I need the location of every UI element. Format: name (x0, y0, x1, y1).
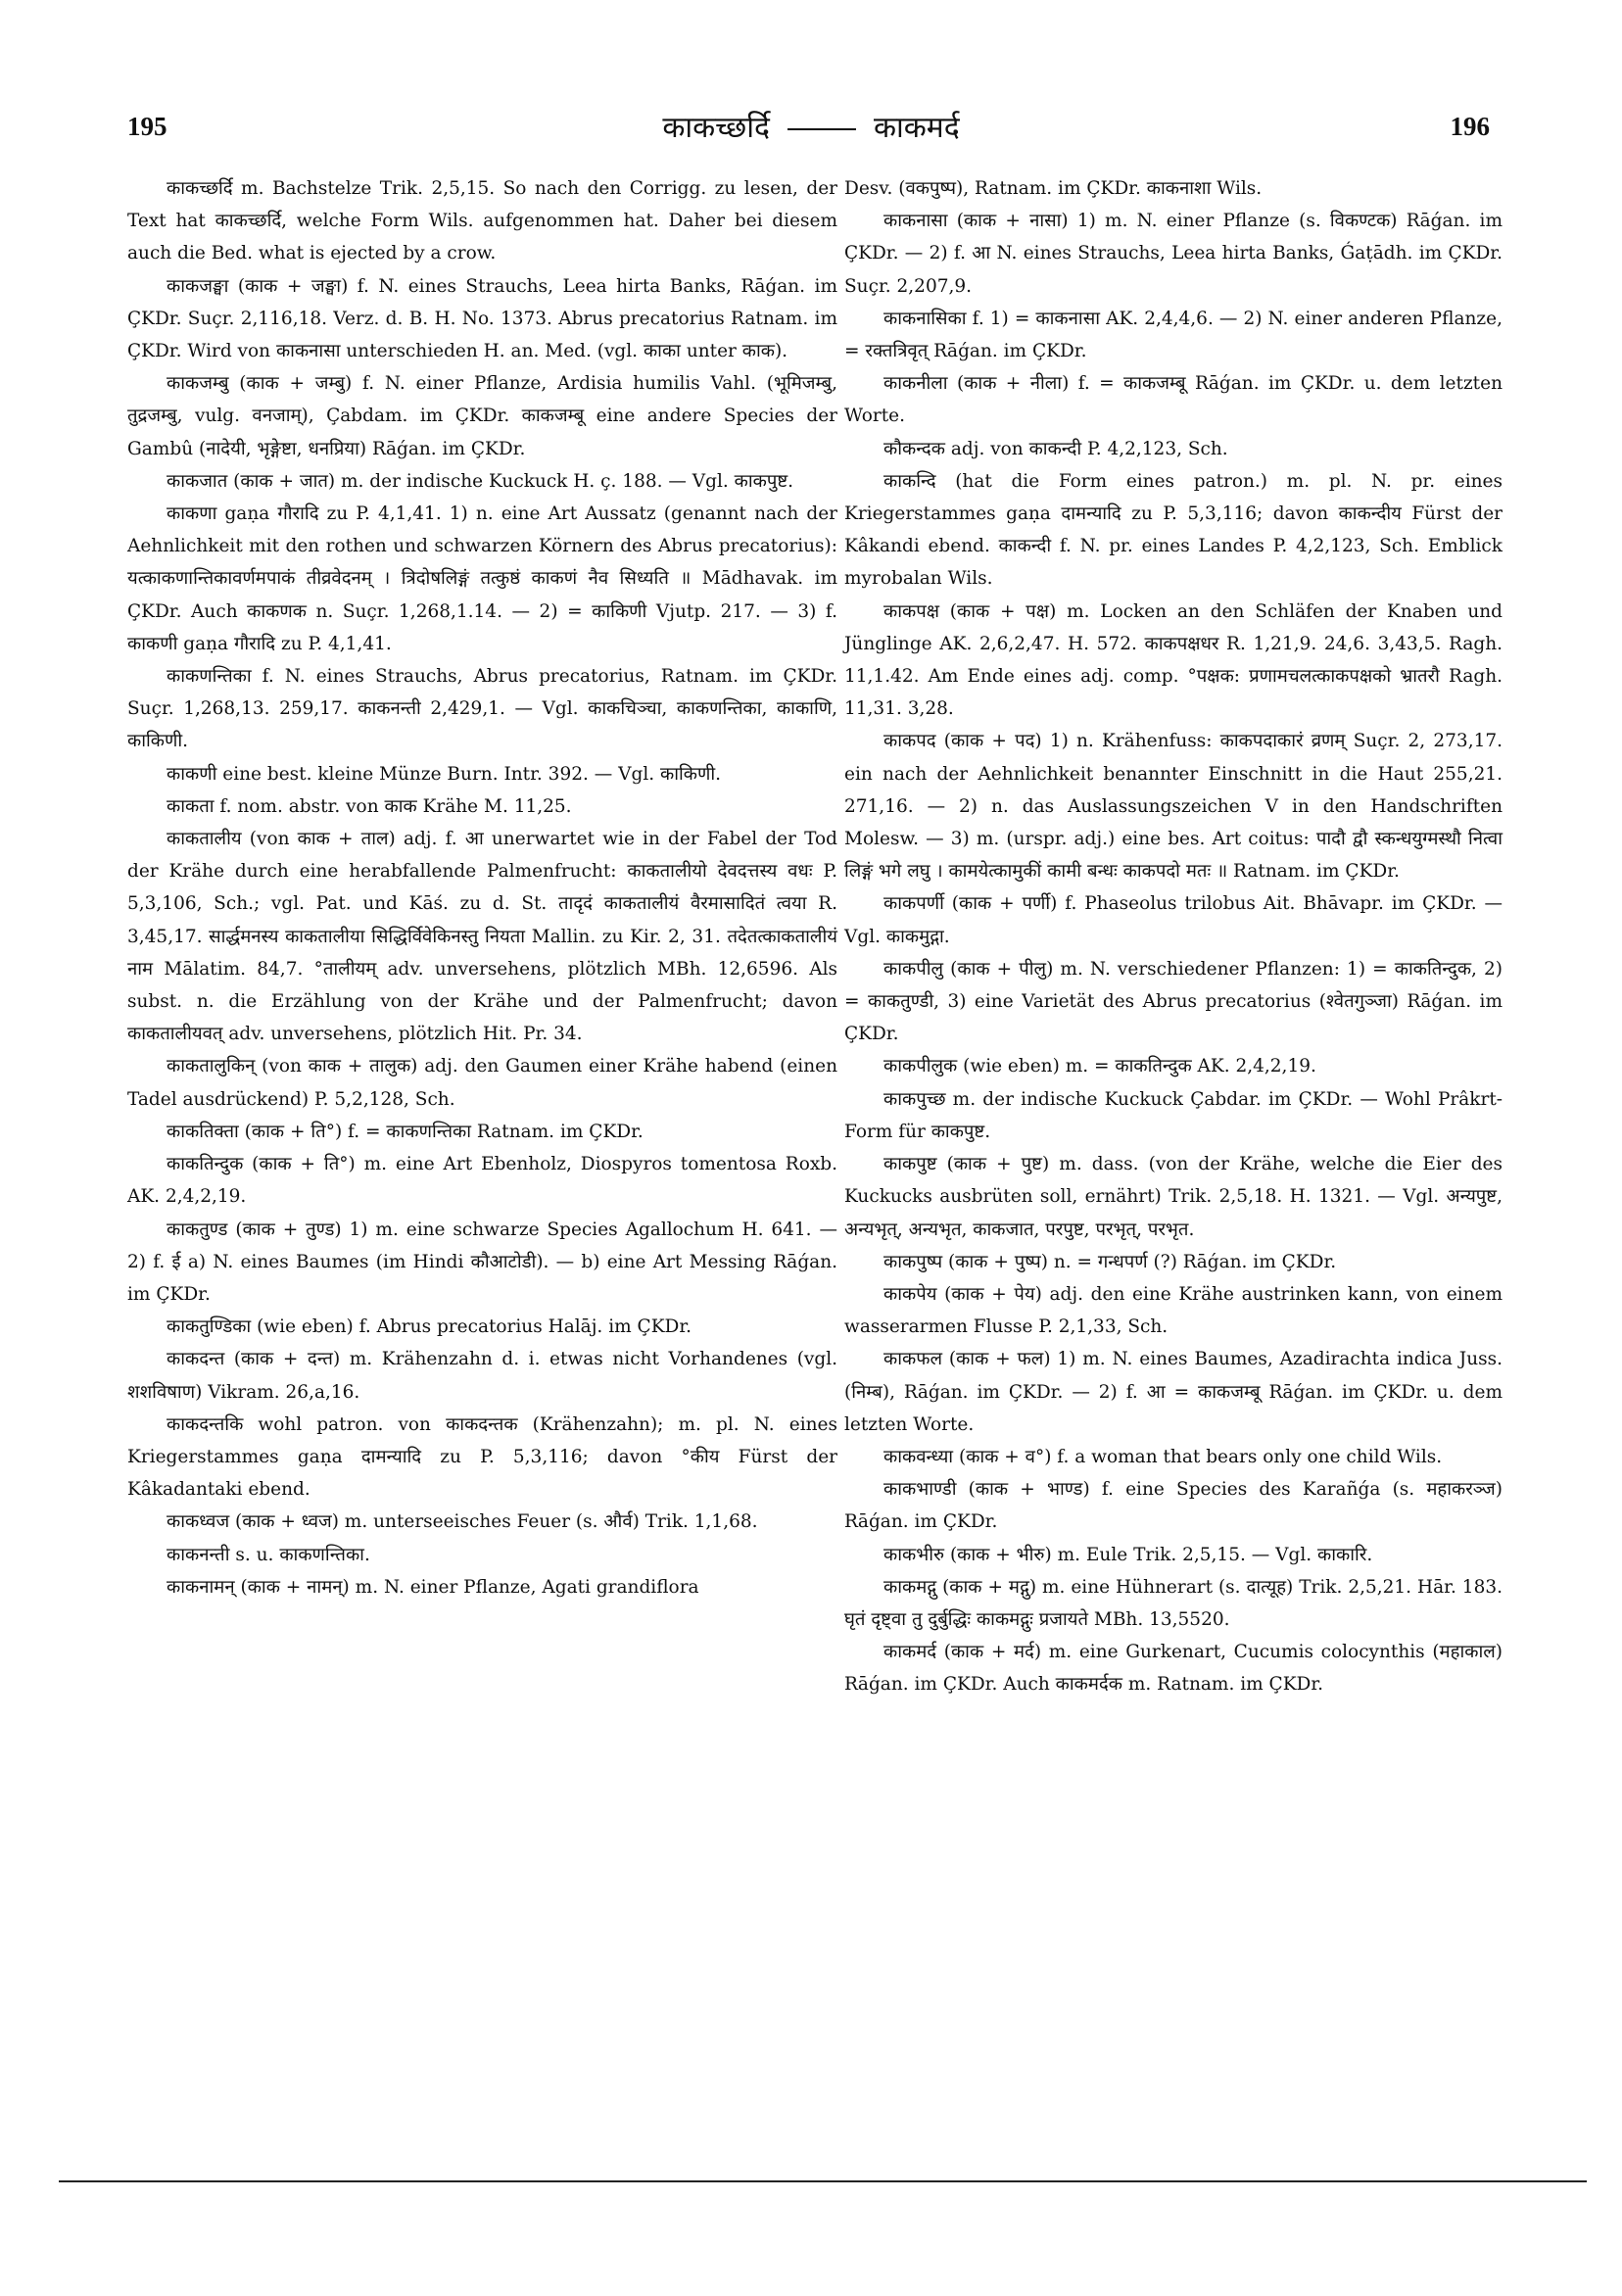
dictionary-entry: काकजङ्घा (काक + जङ्घा) f. N. eines Strauchs, Leea hirta Banks, Rāǵan. im ÇKDr. Suçr. 2,116,18. Verz. d. B. H. No. 1373. Abrus precatorius Ratnam. im ÇKDr. Wird von काकनासा unterschieden H. an. Med. (vgl. काका unter काक). (127, 275, 837, 362)
dictionary-entry: काकमद्गु (काक + मद्गु) m. eine Hühnerart (s. दात्यूह) Trik. 2,5,21. Hār. 183. घृतं दृष्ट्वा तु दुर्बुद्धिः काकमद्गुः प्रजायते MBh. 13,5520. (844, 1576, 1503, 1630)
dictionary-entry: काकनामन् (काक + नामन्) m. N. einer Pflanze, Agati grandiflora (167, 1576, 699, 1598)
dictionary-entry: काकतालुकिन् (von काक + तालुक) adj. den Gaumen einer Krähe habend (einen Tadel ausdrückend) P. 5,2,128, Sch. (127, 1056, 837, 1110)
dictionary-entry: काकपद (काक + पद) 1) n. Krähenfuss: काकपदाकारं व्रणम् Suçr. 2, 273,17. ein nach der Aehnlichkeit benannter Einschnitt in die Haut 255,21. 271,16. — 2) n. das Auslassungszeichen V in den Handschriften Molesw. — 3) m. (urspr. adj.) eine bes. Art coitus: पादौ द्वौ स्कन्धयुग्मस्थौ नित्वा लिङ्गं भगे लघु । कामयेत्कामुकीं कामी बन्धः काकपदो मतः ॥ Ratnam. im ÇKDr. (844, 731, 1503, 883)
dictionary-entry: काकध्वज (काक + ध्वज) m. unterseeisches Feuer (s. और्व) Trik. 1,1,68. (167, 1511, 758, 1533)
dictionary-entry: काकपीलु (काक + पीलु) m. N. verschiedener Pflanzen: 1) = काकतिन्दुक, 2) = काकतुण्डी, 3) eine Varietät des Abrus precatorius (श्वेतगुञ्जा) Rāǵan. im ÇKDr. (844, 958, 1503, 1045)
dictionary-entry: काकतालीय (von काक + ताल) adj. f. आ unerwartet wie in der Fabel der Tod der Krähe durch eine herabfallende Palmenfrucht: काकतालीयो देवदत्तस्य वधः P. 5,3,106, Sch.; vgl. Pat. und Kāś. zu d. St. तादृदं काकतालीयं वैरमासादितं त्वया R. 3,45,17. सार्द्धमनस्य काकतालीया सिद्धिर्विवेकिनस्तु नियता Mallin. zu Kir. 2, 31. तदेतत्काकतालीयं नाम Mālatim. 84,7. °तालीयम् adv. unversehens, plötzlich MBh. 12,6596. Als subst. n. die Erzählung von der Krähe und der Palmenfrucht; davon काकतालीयवत् adv. unversehens, plötzlich Hit. Pr. 34. (127, 829, 837, 1045)
dictionary-entry: काकफल (काक + फल) 1) m. N. eines Baumes, Azadirachta indica Juss. (निम्ब), Rāǵan. im ÇKDr. — 2) f. आ = काकजम्बू Rāǵan. im ÇKDr. u. dem letzten Worte. (844, 1349, 1503, 1435)
bottom-rule (59, 2180, 1587, 2182)
dictionary-entry: काकतुण्डिका (wie eben) f. Abrus precatorius Halāj. im ÇKDr. (167, 1316, 692, 1338)
dictionary-entry: कौकन्दक adj. von काकन्दी P. 4,2,123, Sch. (883, 438, 1228, 459)
dictionary-entry: काकपेय (काक + पेय) adj. den eine Krähe austrinken kann, von einem wasserarmen Flusse P. 2,1,33, Sch. (844, 1283, 1503, 1338)
running-title-end: काकमर्द (873, 111, 960, 145)
dictionary-entry: काकभाण्डी (काक + भाण्ड) f. eine Species des Karañǵa (s. महाकरञ्ज) Rāǵan. im ÇKDr. (844, 1479, 1503, 1533)
dictionary-entry: काकणी eine best. kleine Münze Burn. Intr. 392. — Vgl. काकिणी. (167, 763, 722, 785)
dictionary-entry: काकदन्त (काक + दन्त) m. Krähenzahn d. i. etwas nicht Vorhandenes (vgl. शशविषाण) Vikram. 26,a,16. (127, 1349, 837, 1403)
page-header (0, 98, 1622, 157)
dictionary-entry: काकन्दि (hat die Form eines patron.) m. pl. N. pr. eines Kriegerstammes gaṇa दामन्यादि zu P. 5,3,116; davon काकन्दीय Fürst der Kâkandi ebend. काकन्दी f. N. pr. eines Landes P. 4,2,123, Sch. Emblick myrobalan Wils. (844, 470, 1503, 590)
dictionary-entry: काकतिन्दुक (काक + ति°) m. eine Art Ebenholz, Diospyros tomentosa Roxb. AK. 2,4,2,19. (127, 1154, 837, 1208)
dictionary-entry: काकजात (काक + जात) m. der indische Kuckuck H. ç. 188. — Vgl. काकपुष्ट. (167, 470, 794, 492)
dictionary-entry: Desv. (वकपुष्प), Ratnam. im ÇKDr. काकनाशा Wils. (844, 178, 1263, 199)
dictionary-entry: काकपीलुक (wie eben) m. = काकतिन्दुक AK. 2,4,2,19. (883, 1056, 1316, 1077)
dictionary-entry: काकनासिका f. 1) = काकनासा AK. 2,4,4,6. — 2) N. einer anderen Pflanze, = रक्तत्रिवृत् Rāǵan. im ÇKDr. (844, 308, 1503, 362)
dictionary-entry: काकनासा (काक + नासा) 1) m. N. einer Pflanze (s. विकण्टक) Rāǵan. im ÇKDr. — 2) f. आ N. eines Strauchs, Leea hirta Banks, Ǵaṭādh. im ÇKDr. Suçr. 2,207,9. (844, 211, 1503, 297)
running-title (0, 106, 1622, 146)
title-dash (787, 128, 856, 130)
dictionary-entry: काकदन्तकि wohl patron. von काकदन्तक (Krähenzahn); m. pl. N. eines Kriegerstammes gaṇa दामन्यादि zu P. 5,3,116; davon °कीय Fürst der Kâkadantaki ebend. (127, 1413, 837, 1501)
page-number-right: 196 (1450, 112, 1490, 141)
dictionary-entry: काकपुच्छ m. der indische Kuckuck Çabdar. im ÇKDr. — Wohl Prâkrt-Form für काकपुष्ट. (844, 1088, 1503, 1142)
dictionary-entry: काकजम्बु (काक + जम्बु) f. N. einer Pflanze, Ardisia humilis Vahl. (भूमिजम्बु, तुद्रजम्बु, vulg. वनजाम्), Çabdam. im ÇKDr. काकजम्बू eine andere Species der Gambû (नादेयी, भृङ्गेष्टा, धनप्रिया) Rāǵan. im ÇKDr. (127, 373, 837, 459)
dictionary-entry: काकभीरु (काक + भीरु) m. Eule Trik. 2,5,15. — Vgl. काकारि. (883, 1544, 1373, 1565)
running-title-start: काकच्छर्दि (662, 111, 770, 145)
page-number-left: 195 (127, 112, 167, 141)
right-column (844, 172, 1503, 1701)
dictionary-entry: काकता f. nom. abstr. von काक Krähe M. 11,25. (167, 795, 572, 817)
dictionary-entry: काकतुण्ड (काक + तुण्ड) 1) m. eine schwarze Species Agallochum H. 641. — 2) f. ई a) N. eines Baumes (im Hindi कौआटोडी). — b) eine Art Messing Rāǵan. im ÇKDr. (127, 1219, 837, 1305)
dictionary-entry: काकणन्तिका f. N. eines Strauchs, Abrus precatorius, Ratnam. im ÇKDr. Suçr. 1,268,13. 259,17. काकनन्ती 2,429,1. — Vgl. काकचिञ्चा, काकणन्तिका, काकाणि, काकिणी. (127, 666, 837, 752)
dictionary-entry: काकच्छर्दि m. Bachstelze Trik. 2,5,15. So nach den Corrigg. zu lesen, der Text hat काकच्छर्दि, welche Form Wils. aufgenommen hat. Daher bei diesem auch die Bed. what is ejected by a crow. (127, 178, 837, 264)
dictionary-entry: काकणा gaṇa गौरादि zu P. 4,1,41. 1) n. eine Art Aussatz (genannt nach der Aehnlichkeit mit den rothen und schwarzen Körnern des Abrus precatorius): यत्काकणान्तिकावर्णमपाकं तीव्रवेदनम् । त्रिदोषलिङ्गं तत्कुष्ठं काकणं नैव सिध्यति ॥ Mādhavak. im ÇKDr. Auch काकणक n. Suçr. 1,268,1.14. — 2) = काकिणी Vjutp. 217. — 3) f. काकणी gaṇa गौरादि zu P. 4,1,41. (127, 503, 837, 654)
dictionary-entry: काकनीला (काक + नीला) f. = काकजम्बू Rāǵan. im ÇKDr. u. dem letzten Worte. (844, 373, 1503, 427)
dictionary-entry: काकतिक्ता (काक + ति°) f. = काकणन्तिका Ratnam. im ÇKDr. (167, 1121, 644, 1142)
dictionary-entry: काकपुष्ट (काक + पुष्ट) m. dass. (von der Krähe, welche die Eier des Kuckucks ausbrüten soll, ernährt) Trik. 2,5,18. H. 1321. — Vgl. अन्यपुष्ट, अन्यभृत्, अन्यभृत, काकजात, परपुष्ट, परभृत्, परभृत. (844, 1154, 1503, 1240)
dictionary-entry: काकपक्ष (काक + पक्ष) m. Locken an den Schläfen der Knaben und Jünglinge AK. 2,6,2,47. H. 572. काकपक्षधर R. 1,21,9. 24,6. 3,43,5. Ragh. 11,1.42. Am Ende eines adj. comp. °पक्षक: प्रणामचलत्काकपक्षको भ्रातरौ Ragh. 11,31. 3,28. (844, 600, 1503, 720)
dictionary-entry: काकमर्द (काक + मर्द) m. eine Gurkenart, Cucumis colocynthis (महाकाल) Rāǵan. im ÇKDr. Auch काकमर्दक m. Ratnam. im ÇKDr. (844, 1642, 1503, 1696)
dictionary-entry: काकनन्ती s. u. काकणन्तिका. (167, 1544, 370, 1565)
dictionary-entry: काकवन्ध्या (काक + व°) f. a woman that bears only one child Wils. (883, 1446, 1443, 1467)
left-column (127, 172, 837, 1603)
dictionary-entry: काकपुष्प (काक + पुष्प) n. = गन्धपर्ण (?) Rāǵan. im ÇKDr. (883, 1251, 1337, 1272)
dictionary-entry: काकपर्णी (काक + पर्णी) f. Phaseolus trilobus Ait. Bhāvapr. im ÇKDr. — Vgl. काकमुद्गा. (844, 893, 1503, 947)
